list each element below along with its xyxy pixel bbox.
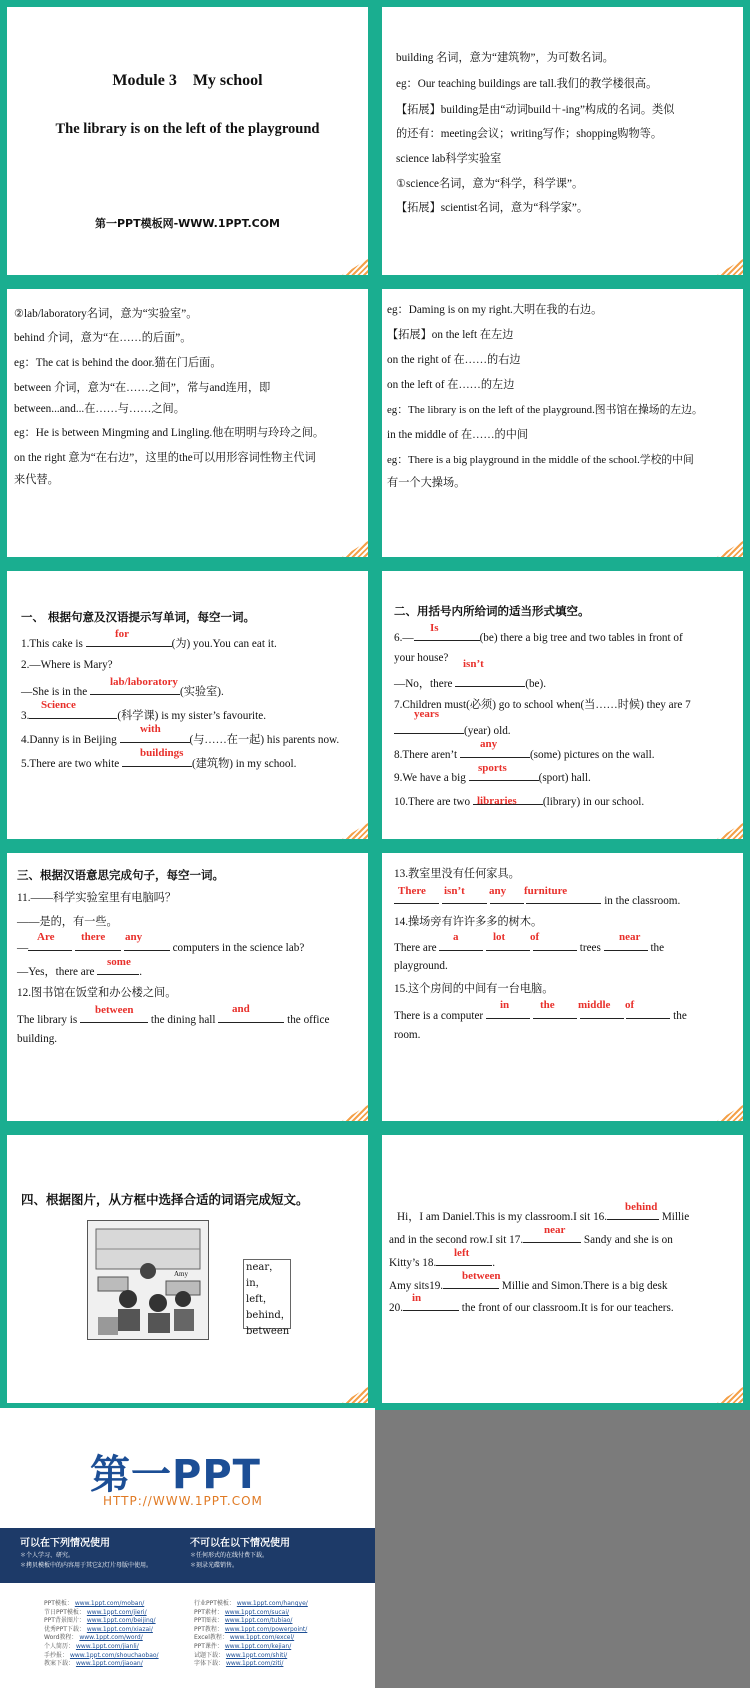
answer-14-1: a (453, 931, 459, 943)
corner-decoration (342, 1105, 368, 1121)
answer-12-1: between (95, 1004, 134, 1016)
answer-6b: isn’t (463, 658, 484, 670)
link-item[interactable]: 行业PPT模板： www.1ppt.com/hangye/ (194, 1600, 308, 1607)
link-item[interactable]: Excel教程： www.1ppt.com/excel/ (194, 1634, 295, 1642)
link-item[interactable]: PPT背景图片： www.1ppt.com/beijing/ (44, 1617, 156, 1625)
passage-line-2: and in the second row.I sit 17. Sandy and she is on (389, 1230, 673, 1247)
slide-1[interactable] (0, 0, 375, 282)
text-line: eg：The library is on the left of the playground.图书馆在操场的左边。 (387, 404, 703, 416)
question-3: 3. (科学课) is my sister’s favourite. (21, 706, 266, 723)
can-use-2: ＊拷贝模板中的内容用于其它幻灯片母版中使用。 (20, 1562, 153, 1569)
answer-13-4: furniture (524, 885, 568, 897)
corner-decoration (717, 823, 743, 839)
answer-8: any (480, 738, 498, 750)
promo-panel (0, 1408, 375, 1688)
question-12: 12.图书馆在饭堂和办公楼之间。 (17, 987, 177, 999)
corner-decoration (342, 1387, 368, 1403)
cannot-use-1: ＊任何形式的在线付费下载。 (190, 1552, 269, 1559)
answer-4: with (140, 723, 161, 735)
question-7-b: (year) old. (394, 721, 511, 738)
slide-7[interactable] (0, 846, 375, 1128)
classroom-illustration-icon (88, 1221, 208, 1339)
answer-11-3: any (125, 931, 143, 943)
corner-decoration (717, 259, 743, 275)
can-use-title: 可以在下列情况使用 (20, 1538, 110, 1549)
link-item[interactable]: 优秀PPT下载： www.1ppt.com/xiazai/ (44, 1625, 153, 1633)
can-use-1: ＊个人学习、研究。 (20, 1552, 75, 1559)
link-item[interactable]: PPT素材： www.1ppt.com/sucai/ (194, 1608, 290, 1616)
text-line: 【拓展】building是由“动词build＋-ing”构成的名词。类似 (396, 104, 675, 116)
link-item[interactable]: PPT模板： www.1ppt.com/moban/ (44, 1600, 145, 1607)
corner-decoration (342, 541, 368, 557)
slide-5[interactable] (0, 564, 375, 846)
question-12-c: building. (17, 1033, 58, 1045)
corner-decoration (342, 823, 368, 839)
slide-footer: 第一PPT模板网-WWW.1PPT.COM (94, 217, 281, 230)
question-5: 5.There are two white (建筑物) in my school. (21, 754, 296, 771)
exercise-heading: 二、用括号内所给词的适当形式填空。 (394, 604, 590, 618)
question-1: 1.This cake is (为) you.You can eat it. (21, 634, 277, 651)
answer-15-3: middle (578, 999, 611, 1011)
slide-title: Module 3 My school (112, 72, 263, 89)
question-2: 2.—Where is Mary? (21, 659, 113, 671)
slide-subtitle: The library is on the left of the playground (55, 121, 320, 137)
link-item[interactable]: Word教程： www.1ppt.com/word/ (44, 1634, 143, 1642)
usage-band (0, 1528, 375, 1583)
cannot-use-title: 不可以在以下情况使用 (190, 1538, 290, 1549)
answer-16: behind (625, 1201, 658, 1213)
text-line: between 介词，意为“在……之间”，常与and连用，即 (14, 382, 271, 394)
link-item[interactable]: 节日PPT模板： www.1ppt.com/jieri/ (44, 1608, 147, 1616)
text-line: 的还有：meeting会议；writing写作；shopping购物等。 (396, 128, 663, 140)
link-item[interactable]: 个人简历： www.1ppt.com/jianli/ (44, 1642, 139, 1650)
answer-6: Is (430, 622, 439, 634)
question-14: 14.操场旁有许许多多的树木。 (394, 916, 543, 928)
exercise-heading: 四、根据图片，从方框中选择合适的词语完成短文。 (21, 1192, 309, 1207)
brand-logo: 第一PPT (90, 1452, 261, 1498)
answer-2: lab/laboratory (110, 676, 178, 688)
text-line: on the right of 在……的右边 (387, 354, 521, 366)
text-line: eg：He is between Mingming and Lingling.他在明明与玲玲之间。 (14, 427, 325, 439)
question-14-b: There are trees the (394, 938, 664, 955)
answer-14-2: lot (493, 931, 506, 943)
answer-11-2: there (81, 931, 106, 943)
text-line: eg：Our teaching buildings are tall.我们的教学楼很高。 (396, 78, 658, 90)
text-line: 有一个大操场。 (387, 477, 466, 489)
question-11-c: — computers in the science lab? (17, 938, 304, 955)
answer-19: between (462, 1270, 501, 1282)
answer-1: for (115, 628, 130, 640)
exercise-heading: 三、根据汉语意思完成句子，每空一词。 (17, 868, 224, 882)
link-item[interactable]: PPT教程： www.1ppt.com/powerpoint/ (194, 1625, 308, 1633)
question-10: 10.There are two (library) in our school. (394, 792, 644, 809)
question-15: 15.这个房间的中间有一台电脑。 (394, 983, 554, 995)
answer-11-1: Are (37, 931, 55, 943)
link-list-right (194, 1600, 308, 1669)
answer-12-2: and (232, 1003, 250, 1015)
corner-decoration (717, 1105, 743, 1121)
link-item[interactable]: 教案下载： www.1ppt.com/jiaoan/ (44, 1660, 143, 1668)
question-2-b: —She is in the (实验室). (21, 682, 224, 699)
answer-14-3: of (530, 931, 540, 943)
question-7: 7.Children must(必须) go to school when(当……时候) they are 7 (394, 699, 691, 711)
question-4: 4.Danny is in Beijing (与……在一起) his parents now. (21, 730, 339, 747)
question-13: 13.教室里没有任何家具。 (394, 868, 520, 880)
question-12-b: The library is the dining hall the office (17, 1010, 329, 1027)
answer-11-d: some (107, 956, 131, 968)
slide-2[interactable] (375, 0, 750, 282)
slide-6[interactable] (375, 564, 750, 846)
exercise-heading: 一、 根据句意及汉语提示写单词，每空一词。 (21, 610, 256, 624)
text-line: eg：Daming is on my right.大明在我的右边。 (387, 304, 603, 316)
text-line: eg：The cat is behind the door.猫在门后面。 (14, 357, 222, 369)
question-15-b: There is a computer the (394, 1006, 687, 1023)
answer-15-4: of (625, 999, 635, 1011)
passage-line-1: Hi，I am Daniel.This is my classroom.I sit 16. Millie (397, 1207, 689, 1224)
question-11-b: ——是的，有一些。 (17, 916, 118, 928)
link-item[interactable]: PPT图表： www.1ppt.com/tubiao/ (194, 1617, 293, 1625)
question-6: 6.— (be) there a big tree and two tables in front of (394, 628, 683, 645)
text-line: eg：There is a big playground in the middle of the school.学校的中间 (387, 454, 694, 466)
link-list-left (44, 1600, 159, 1669)
brand-url[interactable]: HTTP://WWW.1PPT.COM (103, 1494, 263, 1508)
classroom-picture (87, 1220, 209, 1340)
passage-line-4: Amy sits19. Millie and Simon.There is a big desk (389, 1276, 668, 1293)
answer-18: left (454, 1247, 470, 1259)
question-9: 9.We have a big (sport) hall. (394, 768, 591, 785)
answer-20: in (412, 1292, 422, 1304)
answer-14-4: near (619, 931, 641, 943)
text-line: on the left of 在……的左边 (387, 379, 515, 391)
answer-3: Science (41, 699, 76, 711)
text-line: 【拓展】scientist名词，意为“科学家”。 (396, 202, 589, 214)
question-13-b: in the classroom. (394, 891, 680, 908)
slide-3[interactable] (0, 282, 375, 564)
cannot-use-2: ＊刻录光碟销售。 (190, 1562, 239, 1569)
question-14-c: playground. (394, 960, 448, 972)
answer-7: years (414, 708, 440, 720)
answer-10: libraries (477, 795, 517, 807)
question-6-b: —No，there (be). (394, 674, 546, 691)
question-11-d: —Yes，there are . (17, 962, 142, 979)
corner-decoration (342, 259, 368, 275)
slide-4[interactable] (375, 282, 750, 564)
text-line: building 名词，意为“建筑物”，为可数名词。 (396, 52, 614, 64)
text-line: on the right 意为“在右边”，这里的the可以用形容词性物主代词 (14, 452, 316, 464)
slide-9[interactable] (0, 1128, 375, 1410)
text-line: science lab科学实验室 (396, 153, 502, 165)
question-15-c: room. (394, 1029, 421, 1041)
link-item[interactable]: PPT课件： www.1ppt.com/kejian/ (194, 1642, 292, 1650)
word-box: near， in，left， behind， between (243, 1259, 291, 1329)
text-line: ②lab/laboratory名词，意为“实验室”。 (14, 308, 198, 320)
text-line: in the middle of 在……的中间 (387, 429, 529, 441)
question-11: 11.——科学实验室里有电脑吗？ (17, 892, 177, 904)
question-8: 8.There aren’t (some) pictures on the wall. (394, 745, 655, 762)
question-6-cont: your house? (394, 652, 449, 664)
text-line: between...and...在……与……之间。 (14, 403, 185, 415)
answer-15-1: in (500, 999, 510, 1011)
slide-10[interactable] (375, 1128, 750, 1410)
passage-line-5: 20. the front of our classroom.It is for our teachers. (389, 1298, 674, 1315)
text-line: 来代替。 (14, 474, 59, 486)
link-item[interactable]: 手抄报： www.1ppt.com/shouchaobao/ (44, 1651, 159, 1659)
slide-8[interactable] (375, 846, 750, 1128)
svg-text:Amy: Amy (174, 1270, 188, 1278)
corner-decoration (717, 1387, 743, 1403)
answer-13-3: any (489, 885, 507, 897)
passage-line-3: Kitty’s 18. . (389, 1253, 495, 1270)
answer-9: sports (478, 762, 507, 774)
answer-17: near (544, 1224, 566, 1236)
link-item[interactable]: 试题下载： www.1ppt.com/shiti/ (194, 1651, 288, 1659)
answer-13-1: There (398, 885, 426, 897)
answer-15-2: the (540, 999, 555, 1011)
corner-decoration (717, 541, 743, 557)
answer-5: buildings (140, 747, 184, 759)
text-line: 【拓展】on the left 在左边 (387, 329, 514, 341)
answer-13-2: isn’t (444, 885, 465, 897)
text-line: behind 介词，意为“在……的后面”。 (14, 332, 192, 344)
link-item[interactable]: 字体下载： www.1ppt.com/ziti/ (194, 1660, 284, 1668)
text-line: ①science名词，意为“科学，科学课”。 (396, 178, 584, 190)
